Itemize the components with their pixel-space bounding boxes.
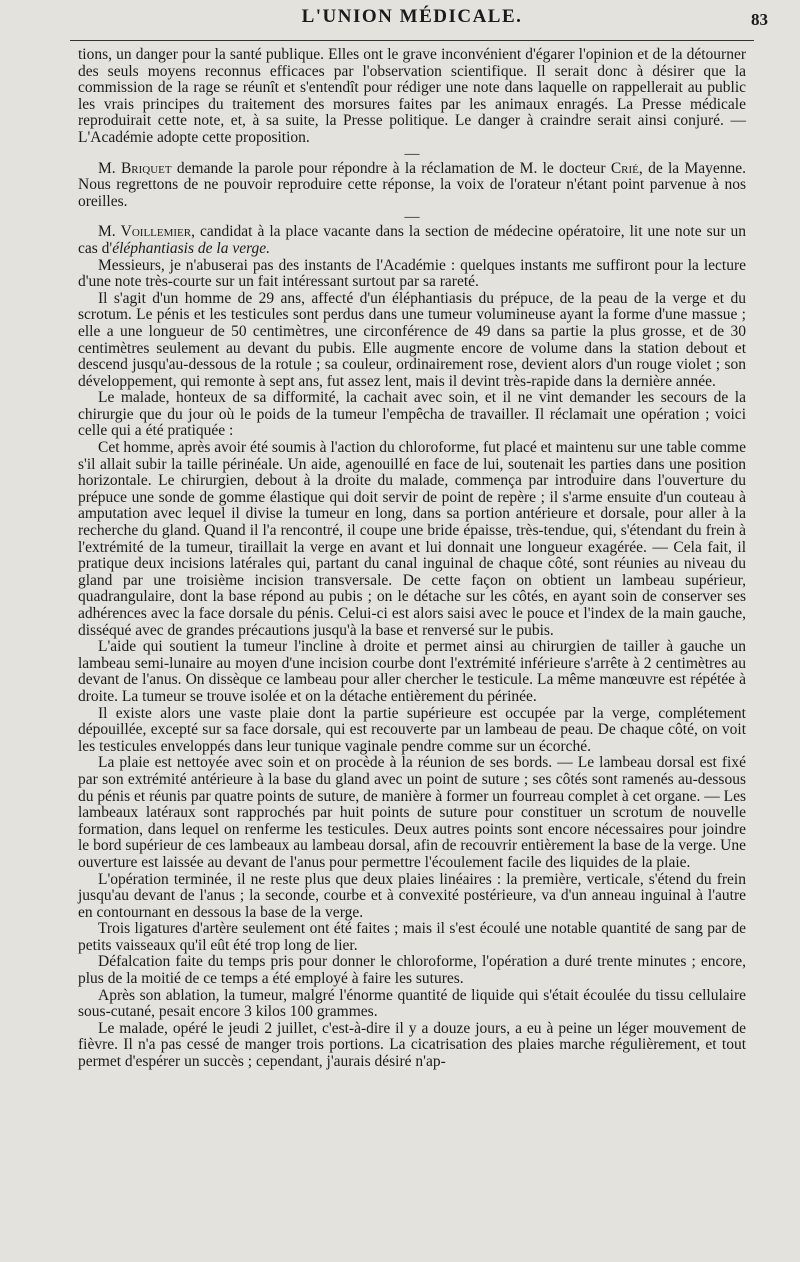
running-header	[78, 0, 768, 40]
section-separator: —	[404, 145, 420, 162]
page-number: 83	[751, 10, 768, 29]
journal-title: L'UNION MÉDICALE.	[301, 6, 523, 27]
paragraph: L'opération terminée, il ne reste plus que deux plaies linéaires : la première, verticale, s'étend du frein jusqu'au devant de l'anus ; la seconde, courbe et à convexité postérieure, va d'un anneau inguinal à l'autre en contournant en dessous la base de la verge.	[78, 870, 746, 921]
section-separator: —	[404, 209, 420, 226]
italic-title: éléphantiasis de la verge.	[112, 239, 271, 257]
paragraph-briquet: M. Briquet demande la parole pour répondre à la réclamation de M. le docteur Crié, de la Mayenne. Nous regrettons de ne pouvoir reproduire cette réponse, la voix de l'orateur n'étant point parvenue à nos oreilles.	[78, 159, 746, 210]
paragraph: Après son ablation, la tumeur, malgré l'énorme quantité de liquide qui s'était écoulée du tissu cellulaire sous-cutané, pesait encore 3 kilos 100 grammes.	[78, 986, 746, 1021]
paragraph: Cet homme, après avoir été soumis à l'action du chloroforme, fut placé et maintenu sur une table comme s'il allait subir la taille périnéale. Un aide, agenouillé en face de lui, soutenait les parties dans une position horizontale. Le chirurgien, debout à la droite du malade, commença par introduire dans l'ouverture du prépuce une sonde de gomme élastique qui doit servir de point de repère ; il s'arme ensuite d'un couteau à amputation avec lequel il divise la tumeur en long, dans sa portion antérieure et dorsale, pour aller à la recherche du gland. Quand il l'a rencontré, il coupe une bride épaisse, très-tendue, qui, s'étendant du frein à l'extrémité de la tumeur, tiraillait la verge en avant et lui donnait une longueur exagérée. — Cela fait, il pratique deux incisions latérales qui, partant du canal inguinal de chaque côté, sont réunies au niveau du gland par une troisième incision transversale. De cette façon on obtient un lambeau supérieur, quadrangulaire, dont la base répond au pubis ; on le détache sur les côtés, en ayant soin de conserver ses adhérences avec la face dorsale du pénis. Celui-ci est alors saisi avec le pouce et l'index de la main gauche, disséqué avec de grandes précautions jusqu'à la base et renversé sur le pubis.	[78, 439, 746, 639]
paragraph: Trois ligatures d'artère seulement ont été faites ; mais il s'est écoulé une notable quantité de sang par de petits vaisseaux qu'il eût été trop long de lier.	[78, 920, 746, 954]
paragraph: La plaie est nettoyée avec soin et on procède à la réunion de ses bords. — Le lambeau dorsal est fixé par son extrémité antérieure à la base du gland avec un point de suture ; ses côtés sont ramenés au-dessous du pénis et réunis par quatre points de suture, de manière à former un fourreau complet à cet organe. — Les lambeaux latéraux sont rapprochés par huit points de suture pour constituer un scrotum de nouvelle formation, dans lequel on renferme les testicules. Deux autres points sont encore nécessaires pour joindre le bord supérieur de ces lambeaux au lambeau dorsal, afin de recouvrir entièrement la base de la verge. Une ouverture est laissée au devant de l'anus pour permettre l'écoulement facile des liquides de la plaie.	[78, 754, 746, 871]
paragraph: Défalcation faite du temps pris pour donner le chloroforme, l'opération a duré trente minutes ; encore, plus de la moitié de ce temps a été employé à faire les sutures.	[78, 953, 746, 988]
paragraph: L'aide qui soutient la tumeur l'incline à droite et permet ainsi au chirurgien de tailler à gauche un lambeau semi-lunaire au moyen d'une incision courbe dont l'extrémité inférieure s'arrête à 2 centimètres au devant de l'anus. On dissèque ce lambeau pour aller chercher le testicule. La même manœuvre est répétée à droite. La tumeur se trouve isolée et on la détache entièrement du périnée.	[78, 638, 746, 705]
paragraph-voillemier: M. Voillemier, candidat à la place vacante dans la section de médecine opératoire, lit une note sur un cas d'éléphantiasis de la verge.	[78, 223, 746, 257]
paragraph: Le malade, honteux de sa difformité, la cachait avec soin, et il ne vint demander les secours de la chirurgie que du jour où le poids de la tumeur l'empêcha de travailler. Il réclamait une opération ; voici celle qui a été pratiquée :	[78, 389, 746, 440]
person-name: Crié	[610, 159, 639, 177]
header-rule	[70, 40, 754, 41]
paragraph: Il s'agit d'un homme de 29 ans, affecté d'un éléphantiasis du prépuce, de la peau de la verge et du scrotum. Le pénis et les testicules sont perdus dans une tumeur volumineuse ayant la forme d'une massue ; elle a une longueur de 50 centimètres, une circonférence de 49 dans sa partie la plus grosse, et de 30 centimètres seulement au devant du pubis. Elle augmente encore de volume dans la station debout et descend jusqu'au-dessous de la rotule ; sa couleur, ordinairement rose, devient alors d'un rouge violet ; son développement, qui remonte à sept ans, fut assez lent, mais il devint très-rapide dans la dernière année.	[78, 289, 746, 390]
paragraph: Le malade, opéré le jeudi 2 juillet, c'est-à-dire il y a douze jours, a eu à peine un léger mouvement de fièvre. Il n'a pas cessé de manger trois portions. La cicatrisation des plaies marche régulièrement, et tout permet d'espérer un succès ; cependant, j'aurais désiré n'ap-	[78, 1019, 746, 1071]
article-body	[78, 47, 746, 1071]
speaker-name: Voillemier	[120, 223, 192, 241]
paragraph-continued: tions, un danger pour la santé publique. Elles ont le grave inconvénient d'égarer l'opinion et de la détourner des seuls moyens reconnus efficaces par l'observation scientifique. Il serait donc à désirer que la commission de la rage se réunît et s'entendît pour rédiger une note dans laquelle on rappellerait au public les vrais principes du traitement des morsures faites par les animaux enragés. La Presse médicale reproduirait cette note, et, à sa suite, la Presse politique. Le danger à craindre serait ainsi conjuré. — L'Académie adopte cette proposition.	[78, 46, 746, 146]
paragraph: Il existe alors une vaste plaie dont la partie supérieure est occupée par la verge, complétement dépouillée, excepté sur sa face dorsale, qui est recouverte par un lambeau de peau. De chaque côté, on voit les testicules enveloppés dans leur tunique vaginale pendre comme sur un écorché.	[78, 704, 746, 755]
speaker-name: Briquet	[120, 159, 172, 177]
paragraph: Messieurs, je n'abuserai pas des instants de l'Académie : quelques instants me suffiront pour la lecture d'une note très-courte sur un fait intéressant surtout par sa rareté.	[78, 256, 746, 291]
